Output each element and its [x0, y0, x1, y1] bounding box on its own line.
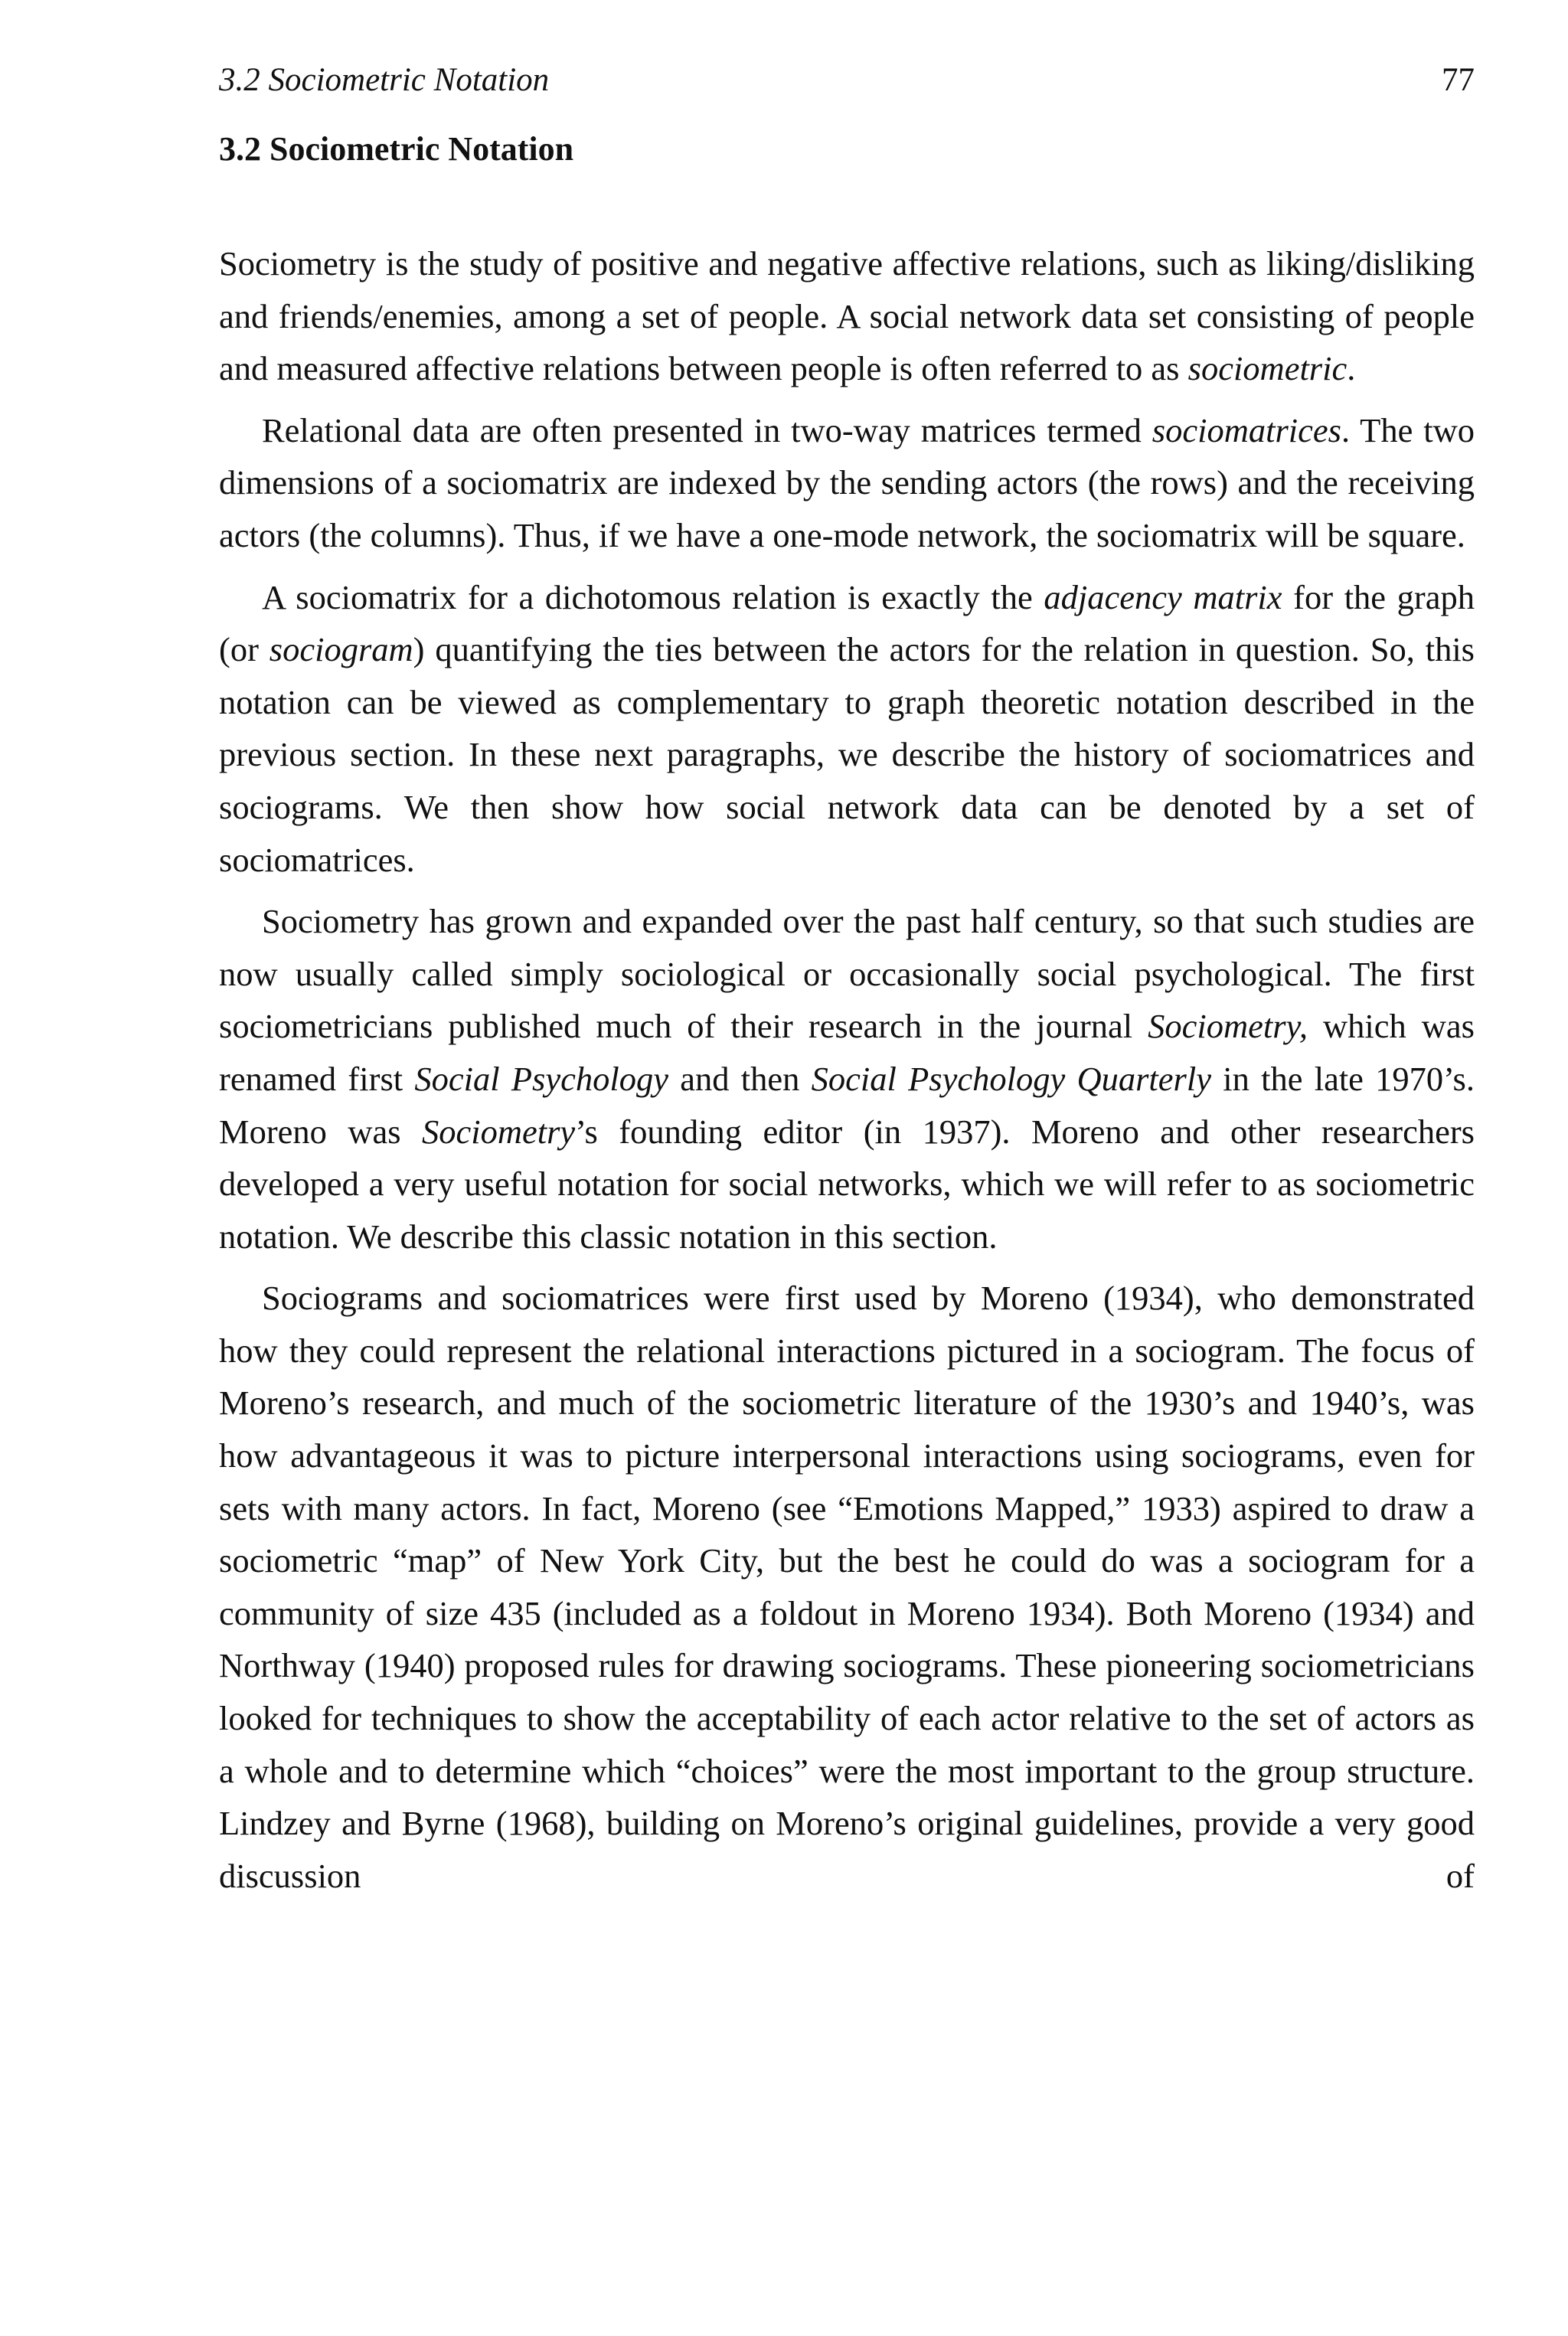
paragraph-text: Sociometry is the study of positive and negative affective relations, such as liking/disliking and friends/enemies, among a set of people. A social network data set consisting of people and measured affective relations between people is often referred to as [219, 244, 1475, 388]
italic-term-sociogram: sociogram [269, 630, 413, 669]
paragraph-text: ) quantifying the ties between the actors for the relation in question. So, this notation can be viewed as complementary to graph theoretic notation described in the previous section. In these next paragraphs, we describe the history of sociomatrices and sociograms. We then show how social network data can be denoted by a set of sociomatrices. [219, 630, 1475, 879]
paragraph-adjacency-matrix [219, 571, 1475, 887]
italic-journal-sociometry-possessive: Sociometry [422, 1112, 576, 1151]
section-heading: 3.2 Sociometric Notation [219, 130, 574, 168]
book-page [219, 54, 1475, 1911]
paragraph-text: which was renamed first [219, 1007, 1475, 1098]
italic-term-sociomatrices: sociomatrices [1152, 410, 1341, 449]
italic-journal-social-psychology: Social Psychology [414, 1059, 668, 1098]
paragraph-text: . The two dimensions of a sociomatrix are indexed by the sending actors (the rows) and the receiving actors (the columns). Thus, if we have a one-mode network, the sociomatrix will be square. [219, 410, 1475, 554]
paragraph-text: A sociomatrix for a dichotomous relation is exactly the [262, 577, 1044, 616]
paragraph-text: Relational data are often presented in two-way matrices termed [262, 410, 1152, 449]
paragraph-text: . [1347, 349, 1356, 388]
body-text [219, 237, 1475, 1902]
running-head [219, 54, 1475, 107]
italic-journal-sociometry: Sociometry, [1148, 1007, 1308, 1046]
italic-term-sociometric: sociometric [1187, 349, 1348, 388]
italic-term-adjacency-matrix: adjacency matrix [1044, 577, 1282, 616]
paragraph-text: for the graph (or [219, 577, 1475, 669]
page-number: 77 [1442, 62, 1475, 98]
paragraph-text: and then [668, 1059, 812, 1098]
paragraph-text: Sociograms and sociomatrices were first used by Moreno (1934), who demonstrated how they could represent the relational interactions pictured in a sociogram. The focus of Moreno’s research, and much of the sociometric literature of the 1930’s and 1940’s, was how advantageous it was to picture interpersonal interactions using sociograms, even for sets with many actors. In fact, Moreno (see “Emotions Mapped,” 1933) aspired to draw a sociometric “map” of New York City, but the best he could do was a sociogram for a community of size 435 (included as a foldout in Moreno 1934). Both Moreno (1934) and Northway (1940) proposed rules for drawing sociograms. These pioneering sociometricians looked for techniques to show the acceptability of each actor relative to the set of actors as a whole and to determine which “choices” were the most important to the group structure. Lindzey and Byrne (1968), building on Moreno’s original guidelines, provide a very good discussion of [219, 1279, 1475, 1895]
paragraph-sociometry-definition [219, 237, 1475, 395]
italic-journal-social-psychology-quarterly: Social Psychology Quarterly [811, 1059, 1211, 1098]
paragraph-text: ’s founding editor (in 1937). Moreno and other researchers developed a very useful notation for social networks, which we will refer to as sociometric notation. We describe this classic notation in this section. [219, 1112, 1475, 1256]
paragraph-sociomatrices [219, 404, 1475, 562]
running-head-title: 3.2 Sociometric Notation [219, 62, 550, 98]
paragraph-text: in the late 1970’s. Moreno was [219, 1059, 1475, 1151]
paragraph-text: Sociometry has grown and expanded over the past half century, so that such studies are now usually called simply sociological or occasionally social psychological. The first sociometricians published much of their research in the journal [219, 902, 1475, 1046]
paragraph-moreno-sociograms [219, 1272, 1475, 1902]
paragraph-sociometry-history [219, 895, 1475, 1263]
